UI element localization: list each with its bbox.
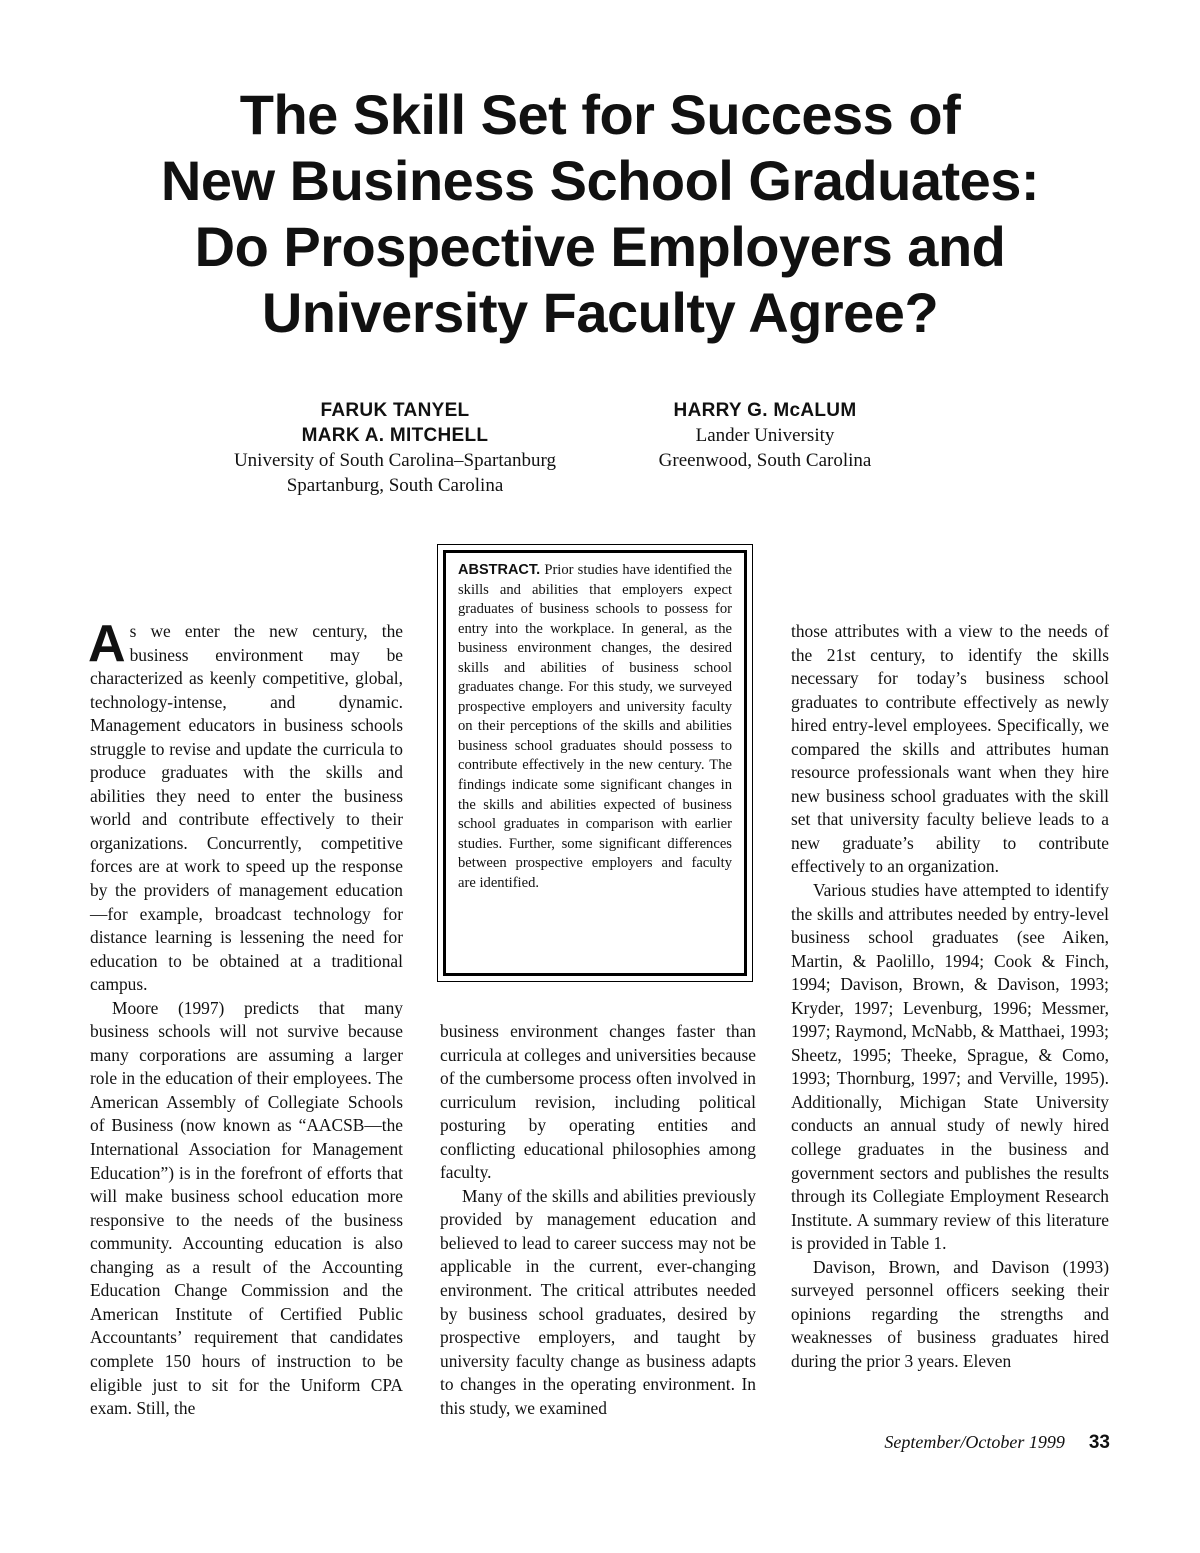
abstract-label: ABSTRACT.	[458, 562, 541, 578]
page-number: 33	[1088, 1432, 1110, 1453]
body-paragraph: those attributes with a view to the needs of the 21st century, to identify the skills necessary for today’s business school graduates to contribute effectively as newly hired entry-level employees. Specifically, we compared the skills and attributes human resource professionals want when they hire new business school graduates with the skill set that university faculty believe leads to a new graduate’s ability to contribute effectively to an organization.	[791, 621, 1109, 877]
paragraph-text: s we enter the new century, the business environment may be characterized as keenly competitive, global, technology-intense, and dynamic. Management educators in business schools struggle to revise and update the curricula to produce graduates with the skills and abilities they need to enter the business world and contribute effectively to their organizations. Concurrently, competitive forces are at work to speed up the response by the providers of management education—for example, broadcast technology for distance learning is lessening the need for education to be obtained at a traditional campus.	[90, 621, 403, 995]
body-paragraph: Moore (1997) predicts that many business schools will not survive because many corporations are assuming a larger role in the education of their employees. The American Assembly of Collegiate Schools of Business (now known as “AACSB—the International Association for Management Education”) is in the forefront of efforts that will make business school education more responsive to the needs of the business community. Accounting education is also changing as a result of the Accounting Education Change Commission and the American Institute of Certified Public Accountants’ requirement that candidates complete 150 hours of instruction to be eligible just to sit for the Uniform CPA exam. Still, the	[90, 997, 403, 1419]
body-paragraph	[88, 615, 403, 997]
author-name: MARK A. MITCHELL	[301, 425, 489, 446]
author-name: HARRY G. McALUM	[673, 400, 857, 421]
title-line-4: University Faculty Agree?	[261, 281, 939, 344]
author-affiliation: University of South Carolina–Spartanburg	[233, 450, 557, 471]
body-paragraph: business environment changes faster than curricula at colleges and universities because of the cumbersome process often involved in curriculum revision, including political posturing by operating entities and conflicting educational philosophies among faculty.	[440, 1021, 756, 1183]
body-column-3	[791, 620, 1109, 1374]
drop-cap: A	[88, 615, 126, 673]
body-column-2	[440, 1020, 756, 1420]
author-block-2	[630, 398, 900, 473]
body-column-1	[88, 615, 403, 1421]
page-footer	[884, 1432, 1110, 1454]
body-paragraph: Many of the skills and abilities previously provided by management education and believed to lead to career success may not be applicable in the current, ever-changing environment. The critical attributes needed by business school graduates, desired by prospective employers, and taught by university faculty change as business adapts to changes in the operating environment. In this study, we examined	[440, 1185, 756, 1418]
abstract-body: Prior studies have identified the skills and abilities that employers expect graduates of business schools to possess for entry into the workplace. In general, as the business environment changes, the desired skills and abilities of business school graduates change. For this study, we surveyed prospective employers and university faculty on their perceptions of the skills and abilities business school graduates should possess to contribute effectively in the new century. The findings indicate some significant changes in the skills and abilities expected of business school graduates in comparison with earlier studies. Further, some significant differences between prospective employers and faculty are identified.	[458, 562, 732, 891]
abstract-text	[458, 561, 732, 893]
article-title	[60, 82, 1140, 346]
title-line-1: The Skill Set for Success of	[239, 83, 961, 146]
title-line-2: New Business School Graduates:	[160, 149, 1040, 212]
issue-date: September/October 1999	[884, 1432, 1065, 1452]
author-block-1	[190, 398, 600, 498]
author-name: FARUK TANYEL	[320, 400, 470, 421]
author-location: Greenwood, South Carolina	[658, 450, 872, 471]
abstract-box	[437, 544, 753, 982]
body-paragraph: Various studies have attempted to identify the skills and attributes needed by entry-level business school graduates (see Aiken, Martin, & Paolillo, 1994; Cook & Finch, 1994; Davison, Brown, & Davison, 1993; Kryder, 1997; Levenburg, 1996; Messmer, 1997; Raymond, McNabb, & Matthaei, 1993; Sheetz, 1995; Theeke, Sprague, & Como, 1993; Thornburg, 1997; and Verville, 1995). Additionally, Michigan State University conducts an annual study of newly hired college graduates in the business and government sectors and publishes the results through its Collegiate Employment Research Institute. A summary review of this literature is provided in Table 1.	[791, 880, 1109, 1254]
author-affiliation: Lander University	[695, 425, 835, 446]
author-location: Spartanburg, South Carolina	[286, 475, 504, 496]
body-paragraph: Davison, Brown, and Davison (1993) surveyed personnel officers seeking their opinions regarding the strengths and weaknesses of business graduates hired during the prior 3 years. Eleven	[791, 1256, 1109, 1371]
title-line-3: Do Prospective Employers and	[194, 215, 1006, 278]
